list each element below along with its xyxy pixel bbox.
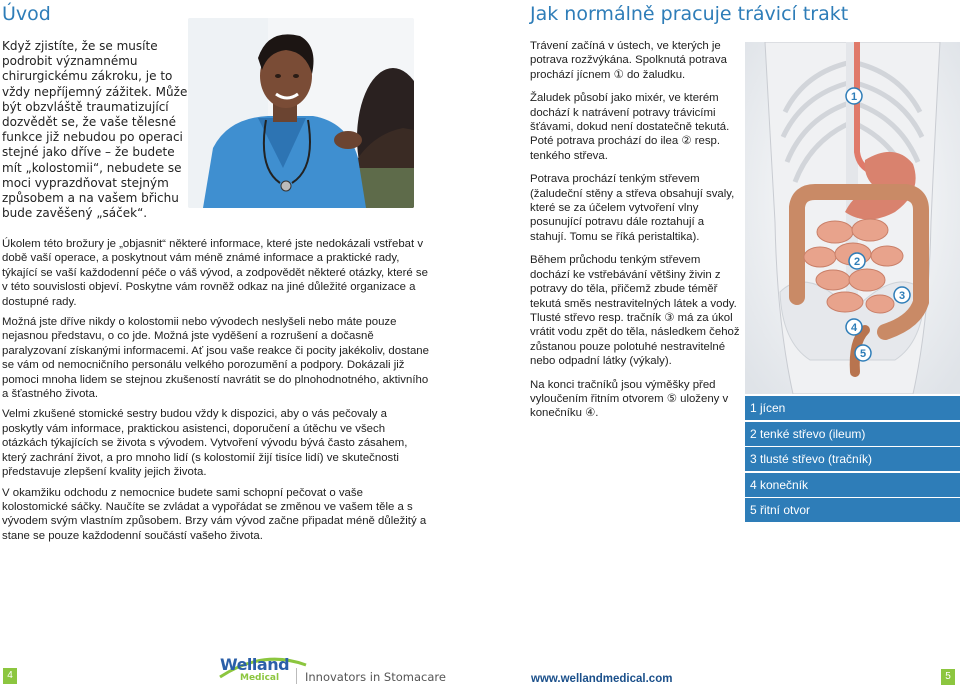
organ-legend [745, 396, 960, 524]
page-number-left: 4 [3, 668, 17, 684]
marker-1: 1 [850, 91, 858, 103]
digestion-paragraph-5: Na konci tračníků jsou výměšky před vyloučením řitním otvorem ⑤ uloženy v konečníku ④. [530, 378, 729, 420]
legend-item-small-intestine: 2 tenké střevo (ileum) [745, 422, 960, 446]
right-text-column [530, 39, 740, 430]
welland-logo [218, 647, 308, 687]
digestion-paragraph-1: Trávení začíná v ústech, ve kterých je potrava rozžvýkána. Spolknutá potrava prochází jícnem ① do žaludku. [530, 40, 727, 81]
digestive-system-illustration [745, 42, 960, 394]
marker-2: 2 [853, 256, 861, 268]
logo-subtitle: Medical [240, 673, 280, 683]
marker-5: 5 [859, 348, 867, 360]
footer-divider [296, 668, 297, 684]
website-link[interactable]: www.wellandmedical.com [531, 673, 673, 685]
intro-paragraph: Když zjistíte, že se musíte podrobit významnému chirurgickému zákroku, je to vždy nepříjemný zážitek. Může být obzvláště traumatizující dozvědět se, že vaše tělesné funkce již nebudou po operaci stejné jako dříve – že budete mít „kolostomii“, nebudete se moci vyprazdňovat stejným způsobem a na vašem břichu bude zavěšený „sáček“. [2, 39, 188, 221]
body-paragraph-2: Možná jste dříve nikdy o kolostomii nebo vývodech neslyšeli nebo máte pouze nejasnou představu, o co jde. Možná jste vyděšení a rozrušení a dočasně paralyzovaní získanými informacemi. Ať jsou vaše reakce či pocity jakékoliv, dostane se vám od nemocničního personálu velkého porozumění a podpory. Dokázali již pomoci mnoha lidem se stejnou zkušeností navrátit se do plnohodnotného, aktivního a šťastného života. [2, 316, 429, 401]
left-page-heading: Úvod [2, 3, 51, 25]
marker-4: 4 [850, 322, 858, 334]
nurse-photo [188, 18, 414, 208]
legend-item-colon: 3 tlusté střevo (tračník) [745, 447, 960, 471]
legend-item-rectum: 4 konečník [745, 473, 960, 497]
logo-wordmark: Welland [220, 655, 290, 674]
legend-item-anus: 5 řitní otvor [745, 498, 960, 522]
digestion-paragraph-2: Žaludek působí jako mixér, ve kterém dochází k natrávení potravy trávicími šťávami, dokud není dostatečně tekutá. Poté potrava prochází do ilea ② resp. tenkého střeva. [530, 92, 730, 162]
body-paragraph-1: Úkolem této brožury je „objasnit“ některé informace, které jste nedokázali vstřebat v době vaší operace, a poskytnout vám méně známé informace a praktické rady, týkající se vaší každodenní péče o váš vývod, a zodpovědět některé otázky, které se v této souvislosti objeví. Poskytne vám rovněž odkaz na jiné důležité organizace a dostupné rady. [2, 238, 428, 308]
digestion-paragraph-3: Potrava prochází tenkým střevem (žaludeční stěny a střeva obsahují svaly, které se za účelem vytvoření vlny posunující potravu dále roztahují a stahují. Tomu se říká peristaltika). [530, 173, 735, 243]
body-paragraph-3: Velmi zkušené stomické sestry budou vždy k dispozici, aby o vás pečovaly a poskytly vám informace, praktickou asistenci, doporučení a útěchu ve všech otázkách týkajících se života s vývodem. Vytvoření vývodu bývá často zásahem, který zachrání život, a pro mnoho lidí (s kolostomií žijí tisíce lidí) ve skutečnosti představuje zlepšení kvality jejich života. [2, 408, 408, 479]
tagline: Innovators in Stomacare [305, 670, 446, 684]
legend-item-esophagus: 1 jícen [745, 396, 960, 420]
left-body [2, 237, 430, 549]
body-paragraph-4: V okamžiku odchodu z nemocnice budete sami schopní pečovat o vaše kolostomické sáčky. Naučíte se zvládat a vypořádat se změnou ve vašem těle a s vývodem svým vlastním způsobem. Brzy vám vývod začne připadat méně důležitý a stane se pouze každodenní součástí vašeho života. [2, 486, 427, 542]
right-page-heading: Jak normálně pracuje trávicí trakt [530, 3, 849, 25]
page-number-right: 5 [941, 669, 955, 685]
marker-3: 3 [898, 290, 906, 302]
digestion-paragraph-4: Během průchodu tenkým střevem dochází ke vstřebávání většiny živin z potravy do těla, přičemž zbude téměř tekutá směs nestravitelných látek a vody. Tlusté střevo resp. tračník ③ má za úkol vrátit vodu zpět do těla, následkem čehož zůstanou pouze polotuhé nestravitelné nebo odpadní látky (výkaly). [530, 254, 740, 368]
